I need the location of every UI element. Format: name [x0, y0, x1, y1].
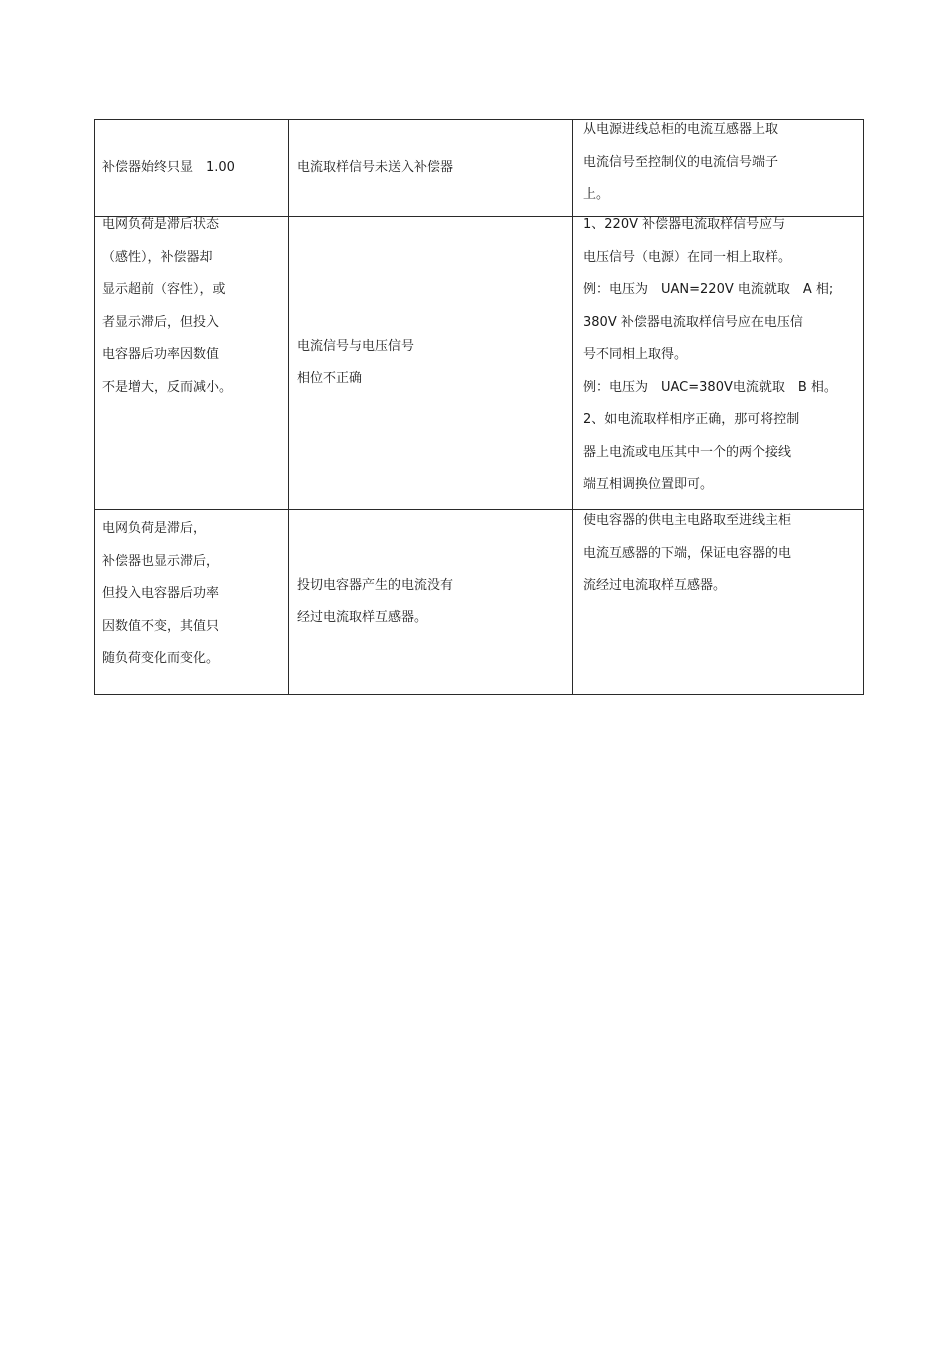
troubleshooting-table: [94, 119, 864, 695]
cell-line: （感性），补偿器却: [102, 249, 213, 265]
cell-line: 号不同相上取得。: [583, 347, 688, 362]
cell-line: 电流取样信号未送入补偿器: [297, 159, 454, 175]
cell-line: 例：电压为 UAN=220V 电流就取 A 相;: [583, 282, 834, 297]
cause-cell: [289, 510, 573, 695]
cell-line: 电网负荷是滞后，: [102, 521, 207, 536]
table-row: [95, 120, 864, 217]
cell-line: 端互相调换位置即可。: [583, 477, 714, 492]
cell-line: 电流互感器的下端，保证电容器的电: [583, 545, 792, 561]
cell-line: 不是增大，反而减小。: [102, 379, 233, 395]
cell-line: 显示超前（容性），或: [102, 282, 226, 297]
cell-line: 电流信号至控制仪的电流信号端子: [583, 154, 779, 170]
table-row: [95, 217, 864, 510]
cell-line: 电网负荷是滞后状态: [102, 217, 220, 232]
cell-line: 电容器后功率因数值: [102, 347, 220, 362]
table-row: [95, 510, 864, 695]
cell-line: 使电容器的供电主电路取至进线主柜: [583, 513, 792, 528]
cell-line: 补偿器也显示滞后，: [102, 553, 220, 569]
cell-line: 相位不正确: [297, 371, 363, 386]
cell-line: 器上电流或电压其中一个的两个接线: [583, 444, 792, 460]
symptom-cell: [95, 120, 289, 217]
cell-line: 2、如电流取样相序正确，那可将控制: [583, 412, 800, 427]
cell-line: 随负荷变化而变化。: [102, 651, 220, 666]
cell-line: 流经过电流取样互感器。: [583, 578, 727, 593]
cell-line: 电流信号与电压信号: [297, 338, 415, 354]
cell-line: 补偿器始终只显 1.00: [102, 159, 235, 175]
cell-line: 从电源进线总柜的电流互感器上取: [583, 122, 779, 137]
cell-line: 上。: [583, 187, 610, 202]
remedy-cell: [573, 217, 864, 510]
cell-line: 例：电压为 UAC=380V电流就取 B 相。: [583, 379, 837, 395]
cell-line: 投切电容器产生的电流没有: [297, 577, 454, 593]
cell-line: 电压信号（电源）在同一相上取样。: [583, 249, 792, 265]
cause-cell: [289, 217, 573, 510]
cell-line: 因数值不变，其值只: [102, 618, 220, 634]
symptom-cell: [95, 510, 289, 695]
remedy-cell: [573, 120, 864, 217]
cell-line: 1、220V 补偿器电流取样信号应与: [583, 217, 786, 232]
cause-cell: [289, 120, 573, 217]
symptom-cell: [95, 217, 289, 510]
cell-line: 经过电流取样互感器。: [297, 610, 428, 625]
cell-line: 者显示滞后，但投入: [102, 314, 220, 330]
remedy-cell: [573, 510, 864, 695]
cell-line: 但投入电容器后功率: [102, 586, 220, 601]
cell-line: 380V 补偿器电流取样信号应在电压信: [583, 314, 803, 330]
